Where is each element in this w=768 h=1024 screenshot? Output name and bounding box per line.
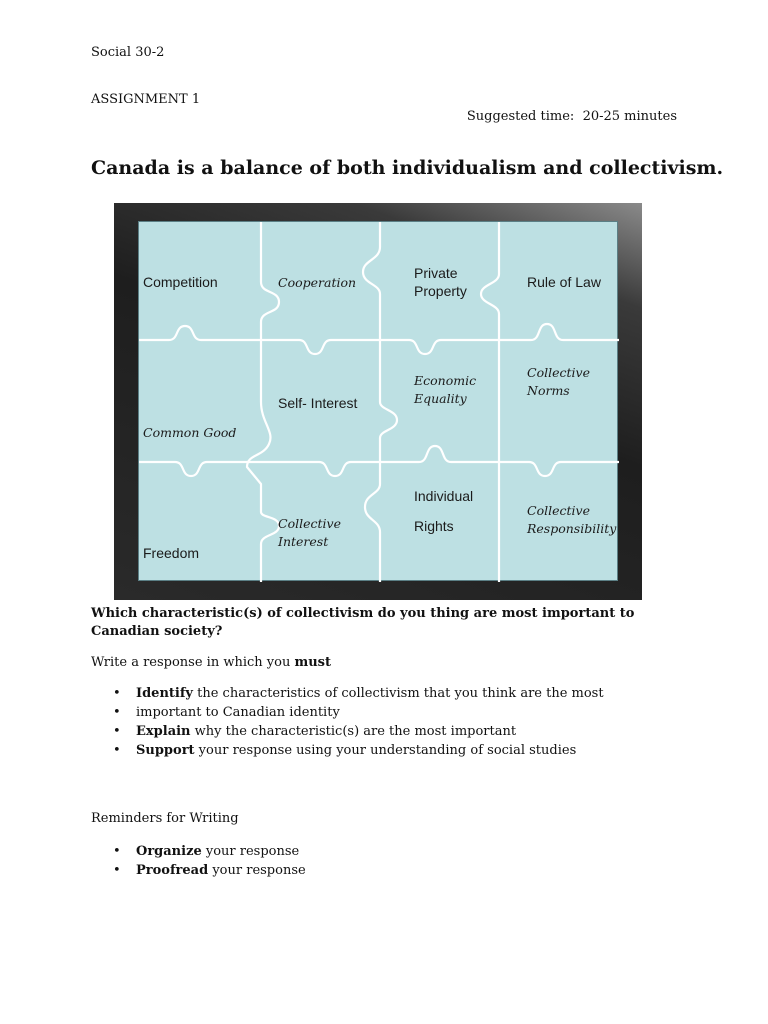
time-value: 20-25 minutes <box>582 109 677 124</box>
suggested-time <box>467 109 677 124</box>
list-item-keyword: Identify <box>136 686 193 701</box>
reminders-list <box>91 842 306 880</box>
list-item-text: your response using your understanding of social studies <box>194 743 577 758</box>
list-item <box>91 741 604 760</box>
question-text: Which characteristic(s) of collectivism do you thing are most important to Canadian society? <box>91 606 635 639</box>
list-item <box>91 861 306 880</box>
list-item-keyword: Support <box>136 743 195 758</box>
puzzle-piece-common-good: Common Good <box>143 425 237 440</box>
list-item <box>91 684 604 703</box>
reminders-title: Reminders for Writing <box>91 811 239 826</box>
puzzle-piece-collective-interest: Collective Interest <box>278 516 341 549</box>
write-prompt-text: Write a response in which you <box>91 655 295 670</box>
puzzle-piece-collective-responsibility: Collective Responsibility <box>527 503 617 536</box>
puzzle-piece-private-property: Private Property <box>414 265 467 299</box>
puzzle-piece-individual-rights: Individual Rights <box>414 488 474 534</box>
list-item-text: the characteristics of collectivism that you think are the most <box>192 686 604 701</box>
list-item-text: your response <box>208 863 306 878</box>
page-title: Canada is a balance of both individualism and collectivism. <box>91 157 724 179</box>
puzzle-board <box>138 221 618 581</box>
puzzle-piece-freedom: Freedom <box>143 545 200 561</box>
list-item-text: why the characteristic(s) are the most important <box>190 724 517 739</box>
course-name: Social 30-2 <box>91 45 165 60</box>
puzzle-piece-economic-equality: Economic Equality <box>414 373 477 406</box>
puzzle-piece-rule-of-law: Rule of Law <box>527 274 601 290</box>
list-item <box>91 703 604 722</box>
write-prompt-emphasis: must <box>294 655 331 670</box>
list-item-keyword: Explain <box>136 724 191 739</box>
list-item-keyword: Proofread <box>136 863 209 878</box>
requirements-list <box>91 684 604 760</box>
puzzle-piece-competition: Competition <box>143 274 218 290</box>
write-prompt <box>91 655 331 670</box>
list-item-keyword: Organize <box>136 844 202 859</box>
puzzle-piece-collective-norms: Collective Norms <box>527 365 590 398</box>
puzzle-piece-cooperation: Cooperation <box>278 275 357 290</box>
assignment-label: ASSIGNMENT 1 <box>91 92 201 107</box>
list-item-text: your response <box>201 844 300 859</box>
list-item <box>91 722 604 741</box>
time-label: Suggested time: <box>466 109 575 124</box>
list-item <box>91 842 306 861</box>
list-item-text: important to Canadian identity <box>136 705 340 720</box>
puzzle-piece-self-interest: Self- Interest <box>278 395 358 411</box>
